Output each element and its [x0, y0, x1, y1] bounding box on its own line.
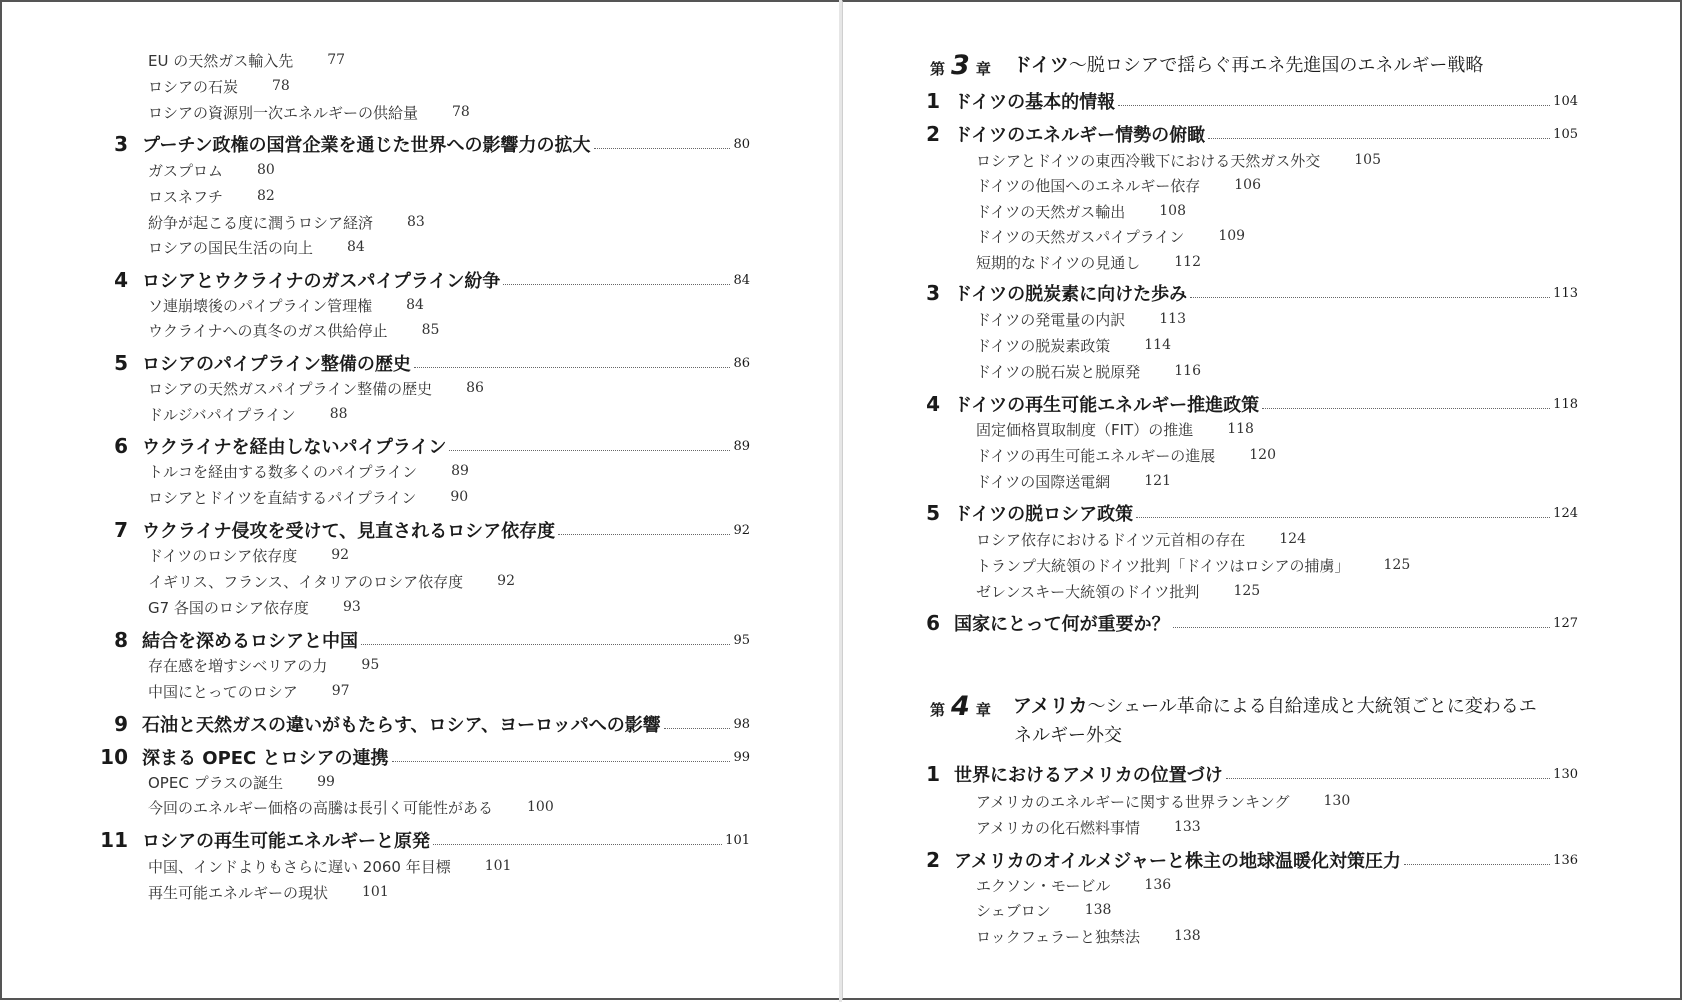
toc-subitem — [148, 543, 349, 567]
toc-section-4[interactable] — [88, 266, 750, 294]
subitem-title: ドイツの脱炭素政策 — [976, 336, 1111, 355]
subitem-page: 138 — [1084, 902, 1112, 918]
toc-subitem — [976, 173, 1261, 197]
toc-subitem — [148, 595, 361, 619]
section-title: 世界におけるアメリカの位置づけ — [954, 765, 1223, 786]
chapter-number: 3 — [951, 50, 970, 81]
toc-section-2[interactable] — [920, 846, 1578, 874]
section-title: ウクライナ侵攻を受けて、見直されるロシア依存度 — [142, 521, 556, 542]
subitem-page: 105 — [1354, 152, 1381, 168]
subitem-page: 85 — [421, 322, 440, 338]
subitem-title: ロシアとドイツの東西冷戦下における天然ガス外交 — [976, 151, 1321, 170]
section-number: 1 — [926, 89, 940, 113]
toc-subitem — [148, 158, 275, 182]
section-title: ロシアとウクライナのガスパイプライン紛争 — [142, 271, 501, 292]
subitem-title: ウクライナへの真冬のガス供給停止 — [148, 321, 388, 340]
dot-leader — [1173, 627, 1551, 628]
subitem-page: 77 — [327, 52, 346, 68]
toc-subitem — [976, 815, 1201, 839]
subitem-title: トランプ大統領のドイツ批判「ドイツはロシアの捕虜」 — [976, 556, 1350, 575]
subitem-page: 80 — [257, 162, 275, 178]
subitem-page: 84 — [347, 239, 365, 255]
dot-leader — [392, 761, 731, 762]
toc-subitem — [976, 469, 1171, 493]
chapter-suffix: 章 — [975, 60, 991, 78]
section-number: 5 — [114, 351, 128, 375]
subitem-title: ドルジバパイプライン — [148, 405, 296, 424]
toc-section-2[interactable] — [920, 120, 1578, 148]
section-page: 124 — [1553, 505, 1578, 521]
toc-section-8[interactable] — [88, 626, 750, 654]
subitem-page: 93 — [342, 599, 361, 615]
toc-subitem — [148, 679, 350, 703]
dot-leader — [664, 728, 731, 729]
subitem-title: ドイツの再生可能エネルギーの進展 — [976, 446, 1216, 465]
dot-leader — [361, 644, 730, 645]
subitem-title: ロシア依存におけるドイツ元首相の存在 — [976, 530, 1246, 549]
toc-section-5[interactable] — [88, 349, 750, 377]
dot-leader — [1208, 138, 1550, 139]
subitem-page: 86 — [466, 380, 484, 396]
toc-subitem — [148, 854, 511, 878]
section-number: 1 — [926, 762, 940, 786]
toc-subitem — [976, 443, 1276, 467]
toc-subitem — [976, 527, 1306, 551]
dot-leader — [558, 534, 730, 535]
subitem-title: ロシアとドイツを直結するパイプライン — [148, 488, 417, 507]
section-title: 結合を深めるロシアと中国 — [142, 631, 358, 652]
toc-subitem — [148, 770, 335, 794]
dot-leader — [1136, 517, 1550, 518]
dot-leader — [1118, 105, 1550, 106]
subitem-page: 95 — [361, 657, 380, 673]
subitem-page: 120 — [1249, 447, 1276, 463]
section-page: 101 — [725, 832, 750, 848]
subitem-title: トルコを経由する数多くのパイプライン — [148, 462, 418, 481]
dot-leader — [1226, 778, 1550, 779]
subitem-page: 114 — [1144, 337, 1171, 353]
subitem-title: ドイツのロシア依存度 — [148, 546, 298, 565]
subitem-page: 92 — [497, 573, 515, 589]
subitem-title: ロシアの国民生活の向上 — [148, 238, 314, 257]
section-page: 80 — [733, 136, 750, 152]
subitem-title: 固定価格買取制度（FIT）の推進 — [976, 420, 1194, 439]
toc-subitem — [148, 569, 515, 593]
toc-subitem — [148, 100, 470, 124]
toc-subitem — [976, 789, 1350, 813]
subitem-title: ドイツの天然ガスパイプライン — [976, 227, 1185, 246]
dot-leader — [1404, 864, 1550, 865]
section-title: ドイツの再生可能エネルギー推進政策 — [954, 395, 1260, 416]
chapter-label — [930, 691, 991, 722]
subitem-title: ドイツの脱石炭と脱原発 — [976, 362, 1141, 381]
subitem-page: 88 — [329, 406, 348, 422]
section-title: アメリカのオイルメジャーと株主の地球温暖化対策圧力 — [954, 851, 1401, 872]
section-title: ドイツの基本的情報 — [954, 92, 1116, 113]
subitem-title: ドイツの他国へのエネルギー依存 — [976, 176, 1201, 195]
section-number: 9 — [114, 712, 128, 736]
subitem-page: 84 — [406, 297, 424, 313]
toc-subitem — [148, 402, 348, 426]
toc-subitem — [976, 579, 1260, 603]
subitem-page: 125 — [1383, 557, 1411, 573]
subitem-title: ロスネフチ — [148, 187, 224, 206]
section-number: 11 — [100, 828, 128, 852]
chapter-prefix: 第 — [930, 701, 946, 719]
subitem-page: 113 — [1159, 311, 1186, 327]
subitem-title: 中国にとってのロシア — [148, 682, 298, 701]
chapter-title-rest: 〜シェール革命による自給達成と大統領ごとに変わるエ — [1087, 696, 1537, 717]
toc-subitem — [148, 210, 425, 234]
chapter-title — [1013, 50, 1484, 81]
subitem-title: EU の天然ガス輸入先 — [148, 51, 294, 70]
subitem-title: ドイツの天然ガス輸出 — [976, 202, 1126, 221]
toc-subitem — [976, 924, 1201, 948]
subitem-page: 78 — [272, 78, 290, 94]
subitem-page: 138 — [1173, 928, 1201, 944]
subitem-title: ガスプロム — [148, 161, 224, 180]
dot-leader — [433, 844, 722, 845]
subitem-page: 116 — [1174, 363, 1201, 379]
subitem-title: ゼレンスキー大統領のドイツ批判 — [976, 582, 1200, 601]
toc-section-1[interactable] — [920, 87, 1578, 115]
section-number: 7 — [114, 518, 128, 542]
section-page: 130 — [1553, 766, 1578, 782]
dot-leader — [414, 367, 731, 368]
subitem-page: 100 — [527, 799, 554, 815]
section-number: 3 — [926, 281, 940, 305]
section-page: 99 — [733, 749, 750, 765]
subitem-page: 82 — [257, 188, 275, 204]
section-title: プーチン政権の国営企業を通じた世界への影響力の拡大 — [142, 135, 591, 156]
section-number: 4 — [926, 392, 940, 416]
section-title: 深まる OPEC とロシアの連携 — [142, 748, 389, 769]
section-title: ロシアの再生可能エネルギーと原発 — [142, 831, 430, 852]
section-title: ドイツの脱ロシア政策 — [954, 504, 1134, 525]
section-page: 118 — [1553, 396, 1578, 412]
dot-leader — [449, 450, 730, 451]
subitem-title: ロシアの資源別一次エネルギーの供給量 — [148, 103, 419, 122]
section-page: 86 — [733, 355, 750, 371]
toc-subitem — [148, 459, 469, 483]
section-title: 国家にとって何が重要か？ — [954, 614, 1170, 635]
subitem-title: ドイツの発電量の内訳 — [976, 310, 1126, 329]
subitem-page: 92 — [331, 547, 350, 563]
chapter-title-rest: 〜脱ロシアで揺らぐ再エネ先進国のエネルギー戦略 — [1068, 55, 1484, 76]
subitem-title: 今回のエネルギー価格の高騰は長引く可能性がある — [148, 798, 494, 817]
subitem-page: 109 — [1218, 228, 1246, 244]
toc-subitem — [976, 224, 1245, 248]
subitem-title: アメリカのエネルギーに関する世界ランキング — [976, 792, 1290, 811]
toc-subitem — [976, 417, 1254, 441]
toc-subitem — [148, 184, 275, 208]
toc-subitem — [148, 376, 484, 400]
subitem-title: イギリス、フランス、イタリアのロシア依存度 — [148, 572, 464, 591]
subitem-title: ドイツの国際送電網 — [976, 472, 1111, 491]
subitem-page: 112 — [1174, 254, 1201, 270]
chapter-prefix: 第 — [930, 60, 946, 78]
subitem-page: 125 — [1233, 583, 1261, 599]
toc-subitem — [148, 485, 468, 509]
dot-leader — [1262, 408, 1550, 409]
subitem-page: 89 — [451, 463, 469, 479]
toc-section-10[interactable] — [88, 743, 750, 771]
section-page: 113 — [1553, 285, 1578, 301]
section-page: 98 — [733, 716, 750, 732]
toc-subitem — [976, 333, 1171, 357]
chapter-number: 4 — [951, 691, 970, 722]
subitem-title: G7 各国のロシア依存度 — [148, 598, 309, 617]
section-number: 2 — [926, 848, 940, 872]
subitem-page: 108 — [1159, 203, 1186, 219]
toc-section-1[interactable] — [920, 760, 1578, 788]
toc-subitem — [148, 795, 554, 819]
toc-subitem — [148, 653, 379, 677]
section-page: 92 — [733, 522, 750, 538]
toc-subitem — [976, 148, 1381, 172]
toc-subitem — [976, 873, 1171, 897]
subitem-page: 78 — [452, 104, 470, 120]
subitem-page: 130 — [1323, 793, 1351, 809]
dot-leader — [503, 284, 730, 285]
section-number: 4 — [114, 268, 128, 292]
toc-subitem — [976, 359, 1201, 383]
subitem-page: 101 — [362, 884, 389, 900]
toc-section-9[interactable] — [88, 710, 750, 738]
toc-subitem — [148, 293, 424, 317]
section-number: 6 — [926, 611, 940, 635]
section-page: 136 — [1553, 852, 1578, 868]
subitem-title: シェブロン — [976, 901, 1051, 920]
subitem-page: 124 — [1279, 531, 1306, 547]
toc-section-11[interactable] — [88, 826, 750, 854]
section-number: 10 — [100, 745, 128, 769]
section-title: 石油と天然ガスの違いがもたらす、ロシア、ヨーロッパへの影響 — [142, 715, 661, 736]
chapter-suffix: 章 — [975, 701, 991, 719]
toc-section-3[interactable] — [920, 279, 1578, 307]
subitem-page: 101 — [484, 858, 512, 874]
subitem-title: ソ連崩壊後のパイプライン管理権 — [148, 296, 373, 315]
subitem-page: 106 — [1234, 177, 1261, 193]
section-title: ロシアのパイプライン整備の歴史 — [142, 354, 411, 375]
section-page: 89 — [733, 438, 750, 454]
subitem-title: OPEC プラスの誕生 — [148, 773, 284, 792]
subitem-page: 133 — [1173, 819, 1201, 835]
dot-leader — [594, 148, 731, 149]
subitem-title: エクソン・モービル — [976, 876, 1111, 895]
section-page: 84 — [733, 272, 750, 288]
subitem-page: 83 — [407, 214, 425, 230]
toc-subitem — [148, 318, 439, 342]
chapter-label — [930, 50, 991, 81]
subitem-page: 90 — [450, 489, 469, 505]
subitem-page: 97 — [331, 683, 350, 699]
toc-section-3[interactable] — [88, 130, 750, 158]
section-title: ドイツの脱炭素に向けた歩み — [954, 284, 1188, 305]
chapter-title-main: アメリカ — [1012, 695, 1088, 717]
subitem-page: 118 — [1227, 421, 1254, 437]
section-page: 105 — [1553, 126, 1578, 142]
toc-subitem — [976, 250, 1201, 274]
section-page: 127 — [1553, 615, 1578, 631]
subitem-page: 99 — [317, 774, 335, 790]
toc-section-7[interactable] — [88, 516, 750, 544]
section-number: 6 — [114, 434, 128, 458]
toc-subitem — [976, 898, 1111, 922]
toc-section-6[interactable] — [88, 432, 750, 460]
toc-subitem — [976, 553, 1410, 577]
subitem-title: 短期的なドイツの見通し — [976, 253, 1141, 272]
subitem-title: ロシアの石炭 — [148, 77, 239, 96]
toc-section-6[interactable] — [920, 609, 1578, 637]
toc-subitem — [976, 199, 1186, 223]
section-number: 5 — [926, 501, 940, 525]
subitem-page: 121 — [1144, 473, 1171, 489]
chapter-title-main: ドイツ — [1012, 54, 1069, 76]
section-page: 104 — [1553, 93, 1578, 109]
section-number: 8 — [114, 628, 128, 652]
chapter-title — [1013, 691, 1537, 722]
subitem-title: アメリカの化石燃料事情 — [976, 818, 1140, 837]
subitem-title: 再生可能エネルギーの現状 — [148, 883, 329, 902]
dot-leader — [1190, 297, 1550, 298]
toc-subitem — [148, 880, 389, 904]
section-title: ウクライナを経由しないパイプライン — [142, 437, 447, 458]
toc-subitem — [976, 307, 1186, 331]
section-number: 2 — [926, 122, 940, 146]
section-page: 95 — [733, 632, 750, 648]
subitem-title: 中国、インドよりもさらに遅い 2060 年目標 — [148, 857, 451, 876]
subitem-page: 136 — [1144, 877, 1172, 893]
chapter-4-heading[interactable] — [930, 691, 1537, 722]
chapter-title-line2: ネルギー外交 — [1014, 725, 1122, 746]
section-title: ドイツのエネルギー情勢の俯瞰 — [954, 125, 1206, 146]
subitem-title: 紛争が起こる度に潤うロシア経済 — [148, 213, 374, 232]
toc-section-5[interactable] — [920, 499, 1578, 527]
toc-subitem — [148, 48, 345, 72]
section-number: 3 — [114, 132, 128, 156]
toc-subitem — [148, 235, 365, 259]
toc-subitem — [148, 74, 290, 98]
subitem-title: ロックフェラーと独禁法 — [976, 927, 1140, 946]
toc-section-4[interactable] — [920, 390, 1578, 418]
subitem-title: ロシアの天然ガスパイプライン整備の歴史 — [148, 379, 433, 398]
subitem-title: 存在感を増すシベリアの力 — [148, 656, 328, 675]
chapter-3-heading[interactable] — [930, 50, 1483, 81]
